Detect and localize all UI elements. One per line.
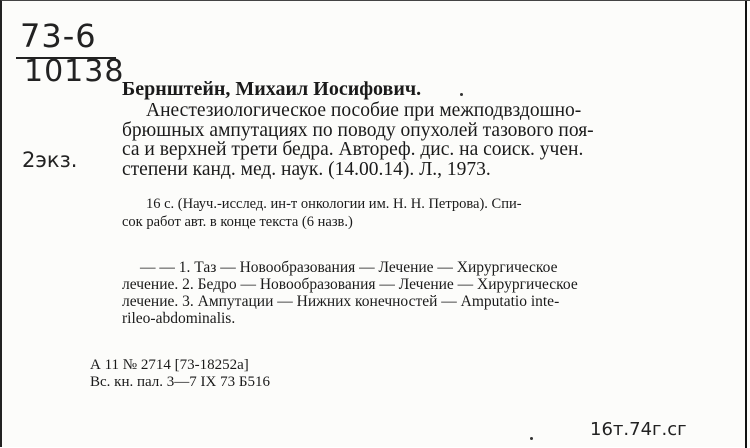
ink-speck [530,437,533,440]
subject-headings [122,259,710,327]
publication-details [122,195,710,231]
publication-line: 16 с. (Науч.-исслед. ин-т онкологии им. Н. Н. Петрова). Спи- [146,196,522,212]
subject-line: лечение. 2. Бедро — Новообразования — Лечение — Хирургическое [122,276,578,293]
card-edge-shadow [745,1,747,448]
subject-line: лечение. 3. Ампутации — Нижних конечностей — Amputatio inte- [122,293,560,310]
title-line: Анестезиологическое пособие при межподвздошно- [146,100,582,121]
author-heading: Бернштейн, Михаил Иосифович. [122,78,422,100]
subject-line: — — 1. Таз — Новообразования — Лечение — Хирургическое [140,259,558,276]
title-line: степени канд. мед. наук. (14.00.14). Л., 1973. [122,158,491,180]
ink-speck [460,93,463,96]
publication-line: сок работ авт. в конце текста (6 назв.) [122,214,353,230]
catalog-line: А 11 № 2714 [73-18252а] [90,357,249,373]
handwritten-bottom-note: 16т.74г.сг [590,419,687,440]
title-line: брюшных ампутациях по поводу опухолей тазового поя- [122,119,594,141]
shelf-mark-bottom: 10138 [24,54,125,89]
copies-note: 2экз. [22,148,78,172]
catalog-line: Вс. кн. пал. 3—7 IX 73 Б516 [90,374,270,390]
subject-line: rileo-abdominalis. [122,310,236,327]
catalog-numbers [90,357,270,391]
shelf-mark-top: 73-6 [20,17,97,55]
title-statement [122,101,712,179]
title-line: са и верхней трети бедра. Автореф. дис. на соиск. учен. [122,139,584,160]
